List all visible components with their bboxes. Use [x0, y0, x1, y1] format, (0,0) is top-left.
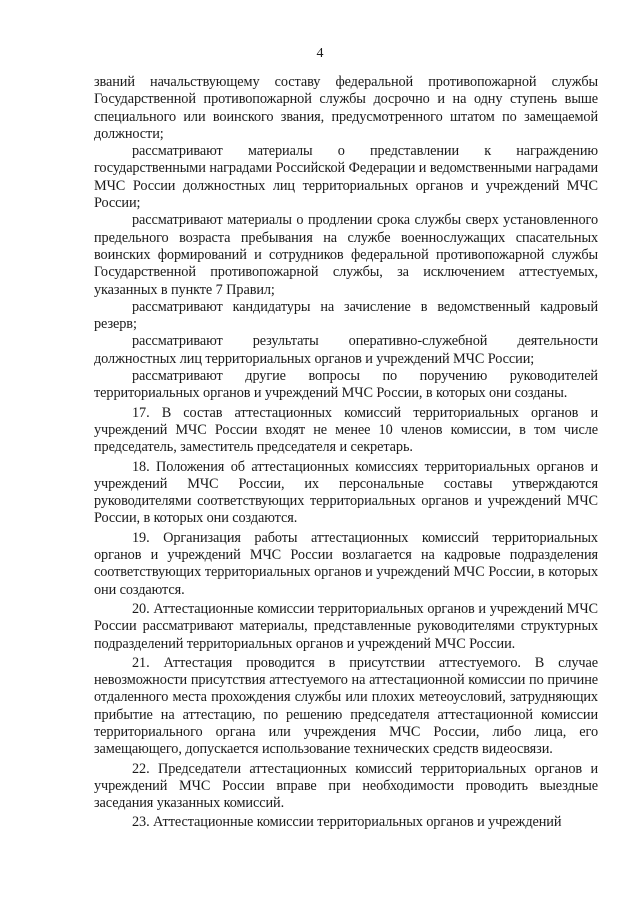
- paragraph-performance-results: рассматривают результаты оперативно-служебной деятельности должностных лиц территориальных органов и учреждений МЧС России;: [94, 333, 598, 367]
- paragraph-17: 17. В состав аттестационных комиссий территориальных органов и учреждений МЧС России входят не менее 10 членов комиссии, в том числе председатель, заместитель председателя и секретарь.: [94, 404, 598, 456]
- page-number: 4: [316, 46, 324, 61]
- paragraph-awards: рассматривают материалы о представлении к награждению государственными наградами Российской Федерации и ведомственными наградами МЧС России должностных лиц территориальных органов и учреждений МЧС России;: [94, 143, 598, 212]
- document-body: [94, 74, 598, 832]
- paragraph-22: 22. Председатели аттестационных комиссий территориальных органов и учреждений МЧС России вправе при необходимости проводить выездные заседания указанных комиссий.: [94, 760, 598, 812]
- paragraph-continuation: званий начальствующему составу федеральной противопожарной службы Государственной противопожарной службы досрочно и на одну ступень выше специального или воинского звания, предусмотренного штатом по замещаемой должности;: [94, 74, 598, 142]
- paragraph-21: 21. Аттестация проводится в присутствии аттестуемого. В случае невозможности присутствия аттестуемого на аттестационной комиссии по причине отдаленного места прохождения службы или плохих метеоусловий, затрудняющих прибытие на аттестацию, по решению председателя аттестационной комиссии территориального органа или учреждения МЧС России, либо лица, его замещающего, допускается использование технических средств видеосвязи.: [94, 654, 598, 758]
- paragraph-service-extension: рассматривают материалы о продлении срока службы сверх установленного предельного возраста пребывания на службе военнослужащих спасательных воинских формирований и сотрудников федеральной противопожарной службы Государственной противопожарной службы, за исключением аттестуемых, указанных в пункте 7 Правил;: [94, 212, 598, 298]
- paragraph-19: 19. Организация работы аттестационных комиссий территориальных органов и учреждений МЧС России возлагается на кадровые подразделения соответствующих территориальных органов и учреждений МЧС России, в которых они создаются.: [94, 529, 598, 598]
- paragraph-personnel-reserve: рассматривают кандидатуры на зачисление в ведомственный кадровый резерв;: [94, 298, 598, 333]
- paragraph-other-questions: рассматривают другие вопросы по поручению руководителей территориальных органов и учреждений МЧС России, в которых они созданы.: [94, 368, 598, 402]
- paragraph-23: 23. Аттестационные комиссии территориальных органов и учреждений: [132, 814, 562, 831]
- paragraph-20: 20. Аттестационные комиссии территориальных органов и учреждений МЧС России рассматривают материалы, представленные руководителями структурных подразделений территориальных органов и учреждений МЧС России.: [94, 600, 598, 652]
- paragraph-18: 18. Положения об аттестационных комиссиях территориальных органов и учреждений МЧС России, их персональные составы утверждаются руководителями соответствующих территориальных органов и учреждений МЧС России, в которых они создаются.: [94, 458, 598, 527]
